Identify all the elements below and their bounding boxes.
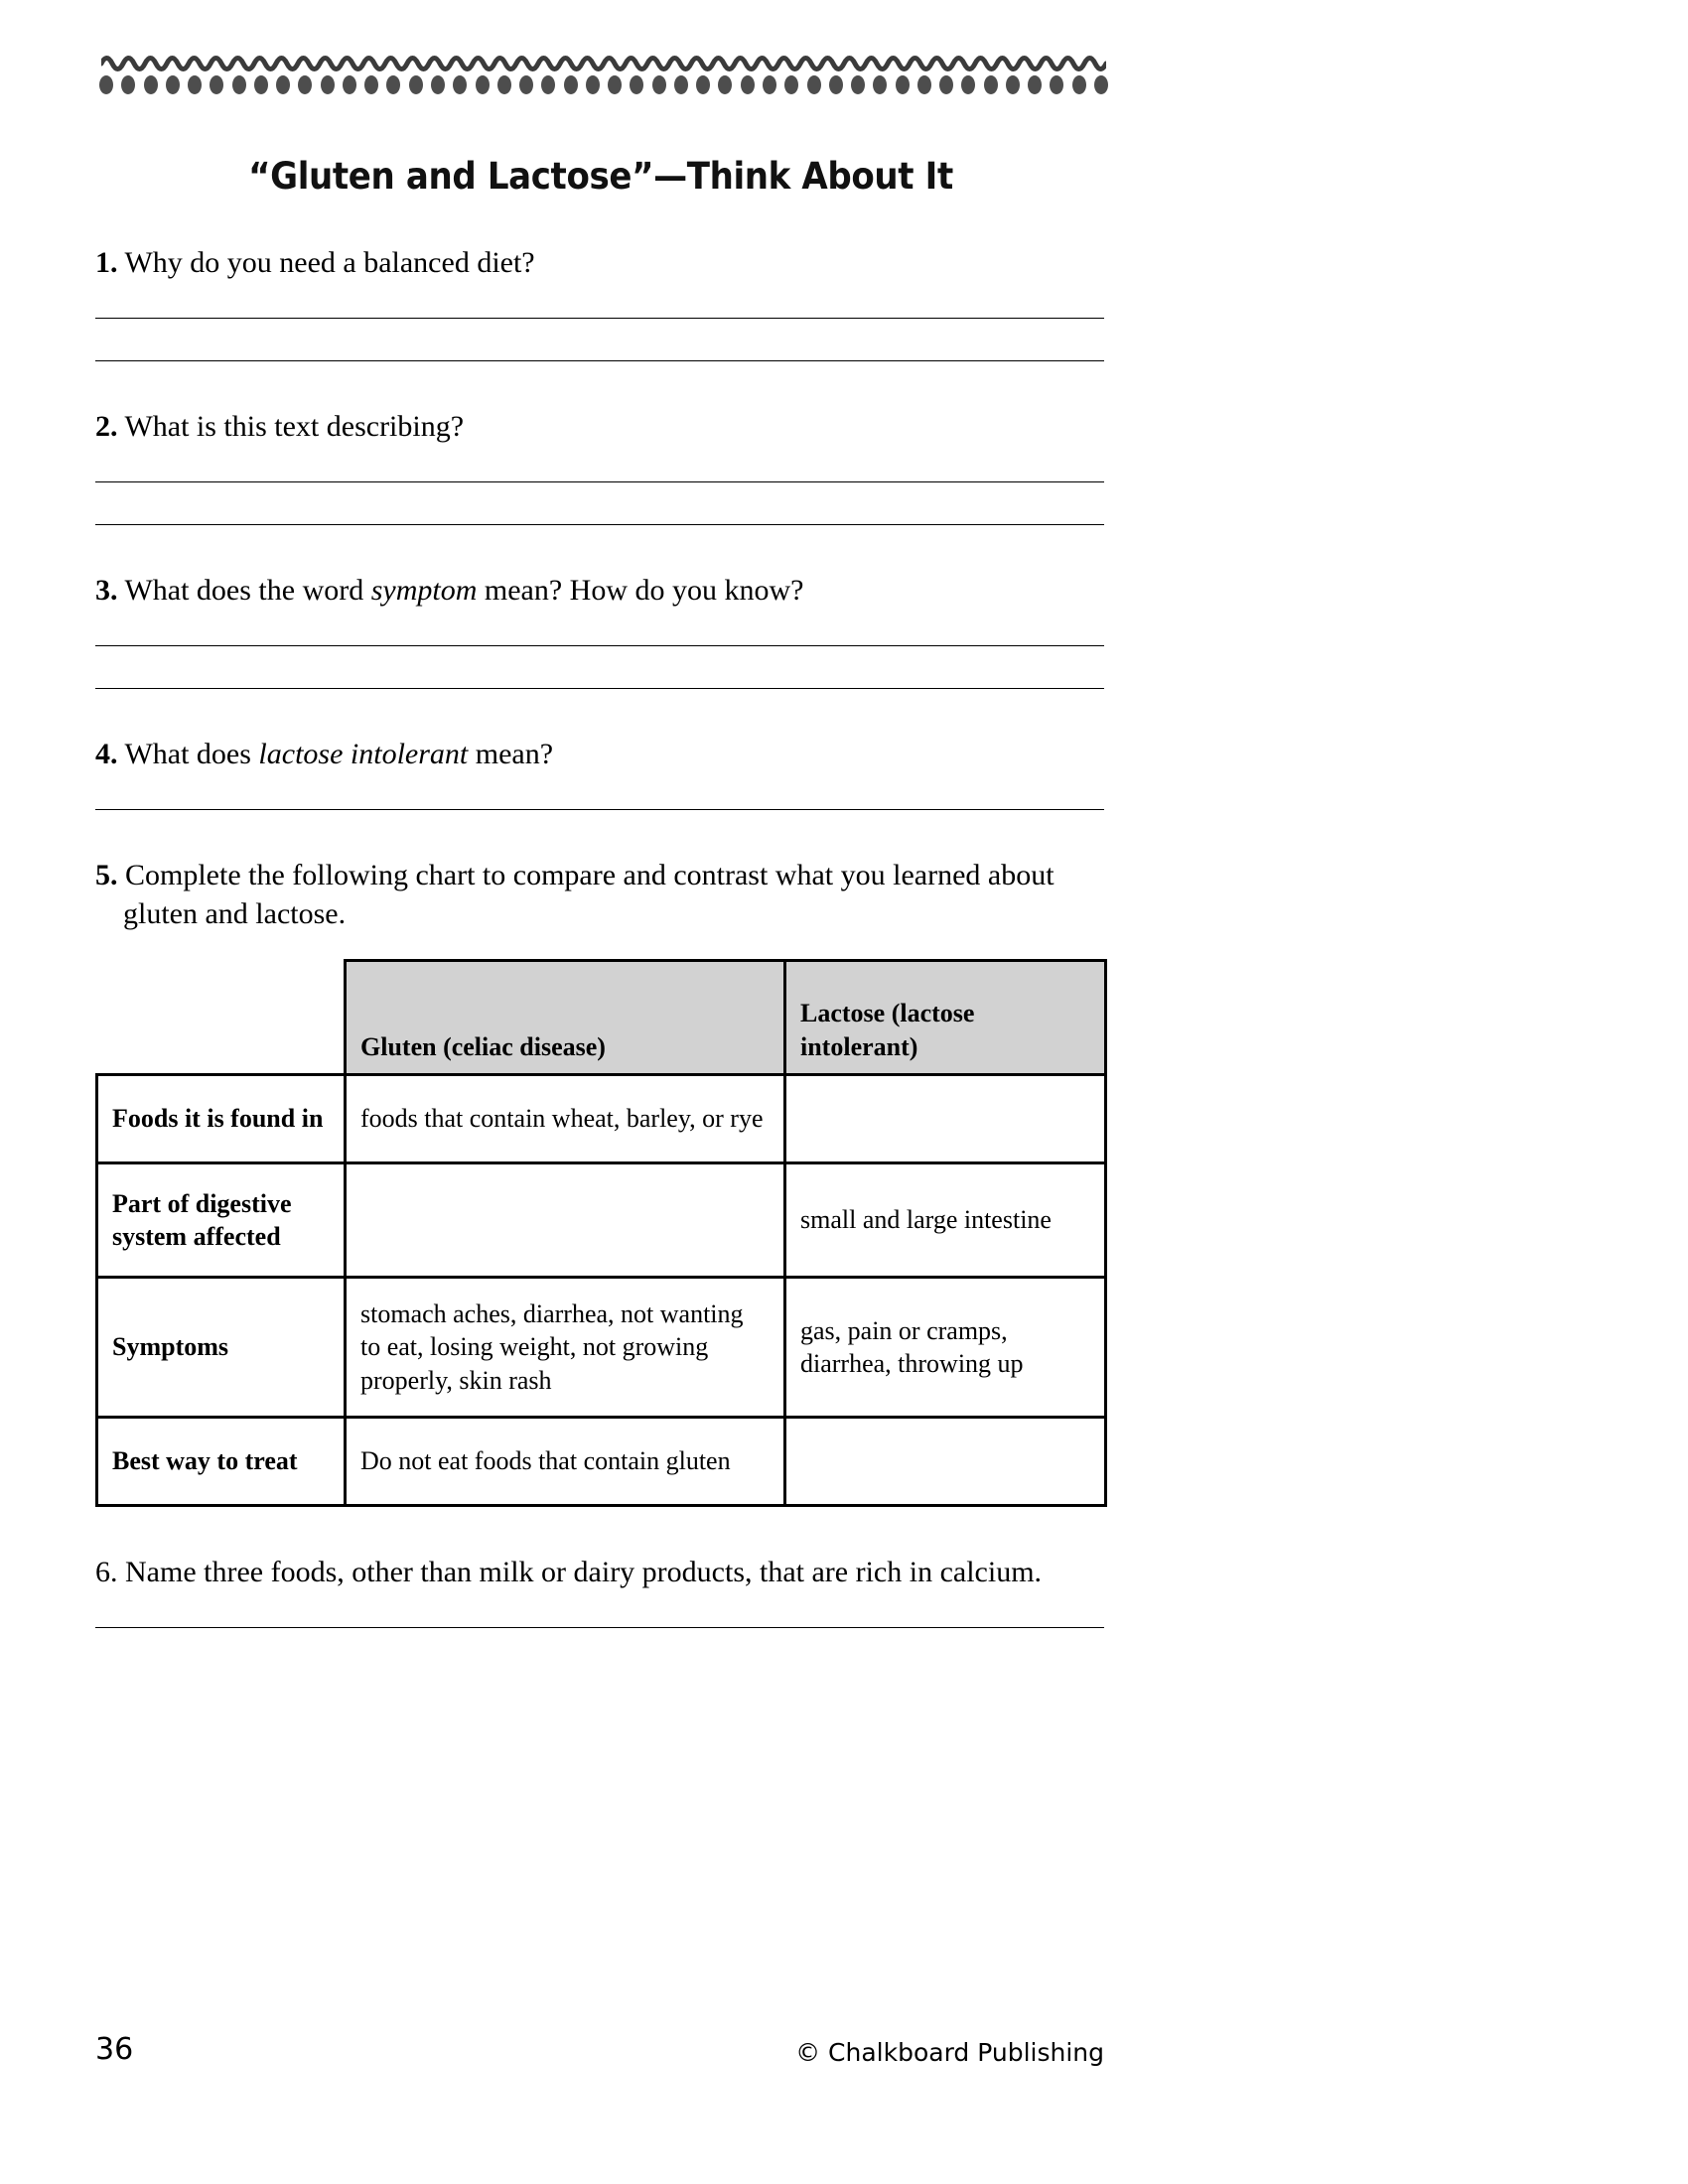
table-row [97, 1075, 1106, 1163]
deco-dot [630, 75, 643, 94]
question-3-italic-term: symptom [370, 574, 478, 607]
table-body [97, 1075, 1106, 1506]
deco-dot [519, 75, 533, 94]
question-6-answer-lines [95, 1627, 1106, 1628]
question-3-body-after: mean? How do you know? [477, 574, 804, 607]
deco-dot [541, 75, 555, 94]
cell-foods-gluten[interactable]: foods that contain wheat, barley, or rye [346, 1075, 785, 1163]
deco-dot [1006, 75, 1020, 94]
row-label-digestive-part: Part of digestive system affected [97, 1163, 346, 1278]
deco-dot [851, 75, 865, 94]
question-3-body-before: What does the word [117, 574, 371, 607]
dot-row-icon [99, 71, 1108, 97]
table-corner-cell [97, 961, 346, 1075]
deco-dot [696, 75, 710, 94]
deco-dot [608, 75, 622, 94]
question-4-italic-term: lactose intolerant [258, 738, 469, 770]
cell-treat-gluten[interactable]: Do not eat foods that contain gluten [346, 1418, 785, 1506]
deco-dot [276, 75, 290, 94]
row-label-foods-found-in: Foods it is found in [97, 1075, 346, 1163]
deco-dot [917, 75, 931, 94]
question-4-answer-lines [95, 809, 1106, 810]
cell-symptoms-gluten[interactable]: stomach aches, diarrhea, not wanting to eat, losing weight, not growing properly, skin rash [346, 1278, 785, 1418]
page-footer [95, 2032, 1104, 2067]
table-header [97, 961, 1106, 1075]
question-5-text [95, 856, 1106, 933]
row-label-symptoms: Symptoms [97, 1278, 346, 1418]
deco-dot [674, 75, 688, 94]
deco-dot [144, 75, 158, 94]
compare-contrast-table [95, 959, 1107, 1507]
deco-dot [896, 75, 910, 94]
question-4-number: 4. [95, 738, 118, 770]
row-label-best-way-to-treat: Best way to treat [97, 1418, 346, 1506]
deco-dot [1028, 75, 1042, 94]
table-row [97, 1418, 1106, 1506]
table-header-gluten: Gluten (celiac disease) [346, 961, 785, 1075]
deco-dot [763, 75, 776, 94]
answer-line[interactable] [95, 481, 1104, 482]
deco-dot [741, 75, 755, 94]
answer-line[interactable] [95, 688, 1104, 689]
question-3 [95, 571, 1106, 689]
deco-dot [807, 75, 821, 94]
deco-dot [343, 75, 356, 94]
deco-dot [829, 75, 843, 94]
deco-dot [99, 75, 113, 94]
deco-dot [784, 75, 798, 94]
deco-dot [364, 75, 378, 94]
answer-line[interactable] [95, 809, 1104, 810]
answer-line[interactable] [95, 360, 1104, 361]
cell-treat-lactose[interactable] [785, 1418, 1106, 1506]
question-6-number: 6. [95, 1556, 118, 1588]
deco-dot [431, 75, 445, 94]
cell-foods-lactose[interactable] [785, 1075, 1106, 1163]
deco-dot [232, 75, 246, 94]
question-3-answer-lines [95, 645, 1106, 689]
answer-line[interactable] [95, 645, 1104, 646]
deco-dot [210, 75, 223, 94]
table-header-lactose: Lactose (lactose intolerant) [785, 961, 1106, 1075]
deco-dot [188, 75, 202, 94]
deco-dot [939, 75, 953, 94]
deco-dot [873, 75, 887, 94]
question-1-number: 1. [95, 246, 118, 279]
deco-dot [298, 75, 312, 94]
question-6-text [95, 1553, 1106, 1591]
deco-dot [497, 75, 511, 94]
cell-digestive-gluten[interactable] [346, 1163, 785, 1278]
question-2-text [95, 407, 1106, 446]
cell-digestive-lactose[interactable]: small and large intestine [785, 1163, 1106, 1278]
table-row [97, 1163, 1106, 1278]
deco-dot [984, 75, 998, 94]
deco-dot [409, 75, 423, 94]
deco-dot [718, 75, 732, 94]
question-2-body: What is this text describing? [117, 410, 465, 443]
question-2 [95, 407, 1106, 525]
deco-dot [321, 75, 335, 94]
question-4-body-before: What does [117, 738, 259, 770]
question-5 [95, 856, 1106, 1507]
question-1-text [95, 243, 1106, 282]
deco-dot [254, 75, 268, 94]
table-row [97, 1278, 1106, 1418]
compare-contrast-table-wrap [95, 959, 1106, 1507]
question-4-text [95, 735, 1106, 773]
question-3-number: 3. [95, 574, 118, 607]
deco-dot [386, 75, 400, 94]
wavy-line-icon [101, 50, 1106, 71]
question-2-number: 2. [95, 410, 118, 443]
deco-dot [476, 75, 490, 94]
question-4-body-after: mean? [468, 738, 554, 770]
deco-dot [586, 75, 600, 94]
table-header-row [97, 961, 1106, 1075]
question-3-text [95, 571, 1106, 610]
deco-dot [121, 75, 135, 94]
deco-dot [961, 75, 975, 94]
deco-dot [564, 75, 578, 94]
deco-dot [453, 75, 467, 94]
deco-dot [1094, 75, 1108, 94]
answer-line[interactable] [95, 318, 1104, 319]
question-5-number: 5. [95, 859, 118, 891]
answer-line[interactable] [95, 1627, 1104, 1628]
publisher-credit: © Chalkboard Publishing [795, 2038, 1104, 2067]
question-2-answer-lines [95, 481, 1106, 525]
deco-dot [1072, 75, 1086, 94]
page-title: “Gluten and Lactose”—Think About It [248, 155, 953, 198]
page-number: 36 [95, 2032, 134, 2067]
question-5-body: Complete the following chart to compare and contrast what you learned about gluten and lactose. [117, 859, 1055, 930]
deco-dot [1050, 75, 1063, 94]
question-1-answer-lines [95, 318, 1106, 361]
answer-line[interactable] [95, 524, 1104, 525]
question-1 [95, 243, 1106, 361]
question-1-body: Why do you need a balanced diet? [117, 246, 535, 279]
cell-symptoms-lactose[interactable]: gas, pain or cramps, diarrhea, throwing up [785, 1278, 1106, 1418]
question-4 [95, 735, 1106, 810]
header-decoration [95, 44, 1106, 143]
deco-dot [652, 75, 666, 94]
deco-dot [166, 75, 180, 94]
question-6-body: Name three foods, other than milk or dairy products, that are rich in calcium. [117, 1556, 1043, 1588]
question-6 [95, 1553, 1106, 1628]
